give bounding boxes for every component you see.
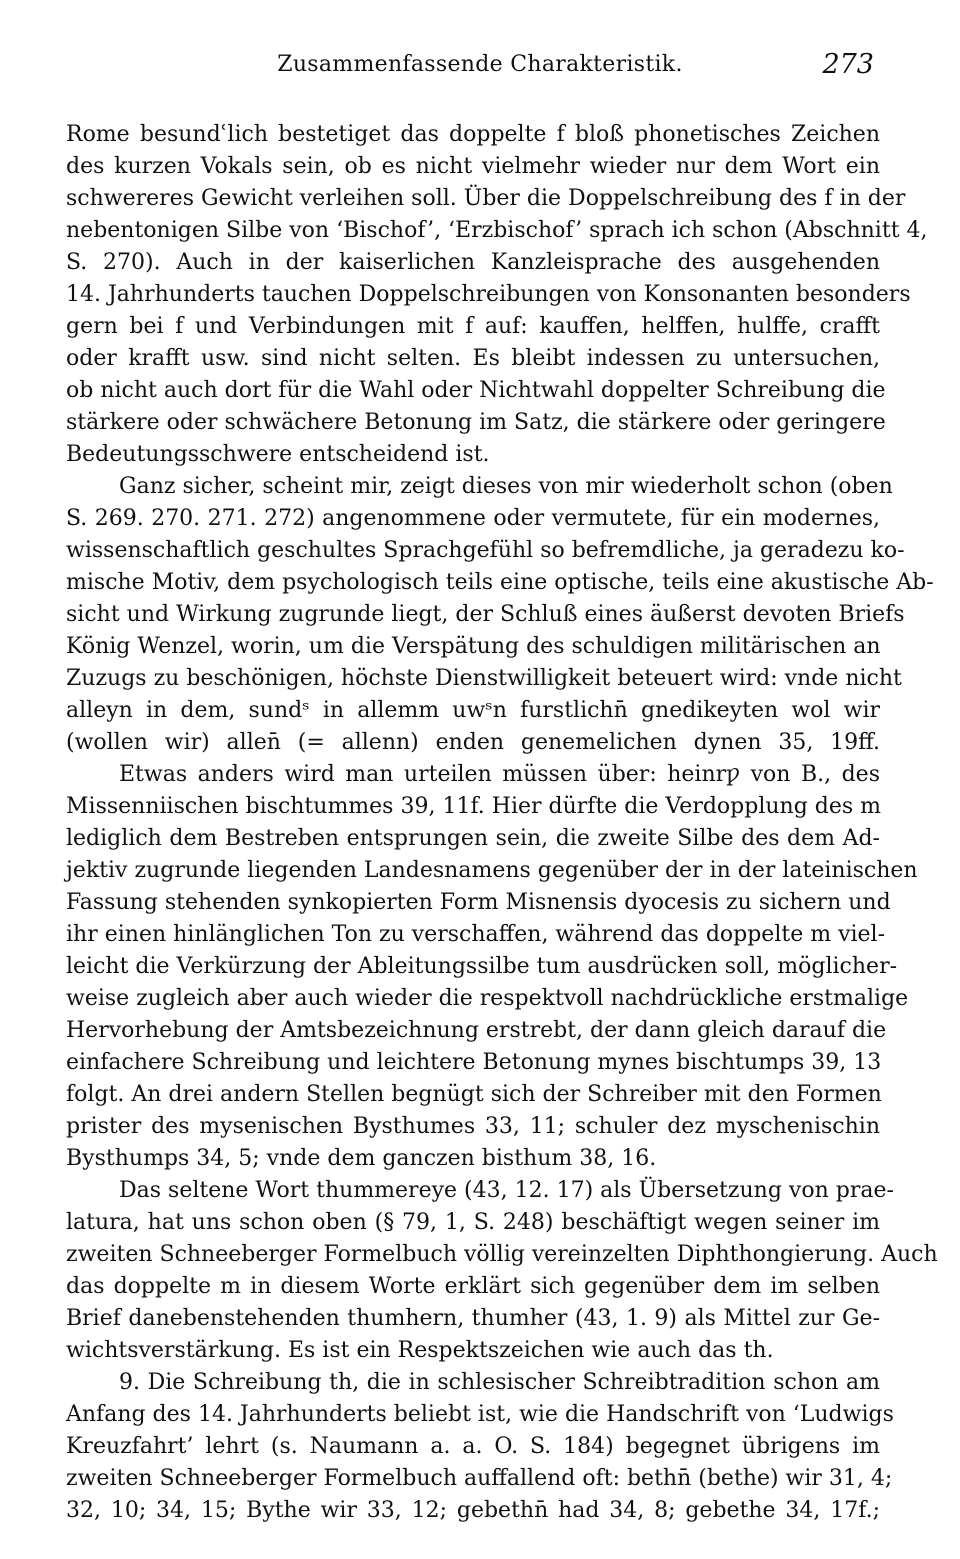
text-line: lediglich dem Bestreben entsprungen sein, die zweite Silbe des dem Ad- (66, 826, 880, 851)
text-line: Brief danebenstehenden thumhern, thumher (43, 1. 9) als Mittel zur Ge- (66, 1306, 880, 1331)
text-line: Anfang des 14. Jahrhunderts beliebt ist, wie die Handschrift von ‘Ludwigs (66, 1402, 894, 1427)
text-line: schwereres Gewicht verleihen soll. Über die Doppelschreibung des f in der (66, 186, 906, 211)
text-line: Fassung stehenden synkopierten Form Misnensis dyocesis zu sichern und (66, 890, 891, 915)
text-line: Missenniischen bischtummes 39, 11f. Hier dürfte die Verdopplung des m (66, 794, 882, 819)
text-line: sicht und Wirkung zugrunde liegt, der Schluß eines äußerst devoten Briefs (66, 602, 905, 627)
text-line: (wollen wir) allen̄ (= allenn) enden genemelichen dynen 35, 19ff. (66, 730, 880, 755)
text-line: folgt. An drei andern Stellen begnügt sich der Schreiber mit den Formen (66, 1082, 882, 1107)
text-line: Kreuzfahrt’ lehrt (s. Naumann a. a. O. S. 184) begegnet übrigens im (66, 1434, 880, 1459)
text-line: prister des mysenischen Bysthumes 33, 11; schuler dez myschenischin (66, 1114, 880, 1139)
text-line: Bedeutungsschwere entscheidend ist. (66, 442, 490, 467)
text-line: Das seltene Wort thummereye (43, 12. 17) als Übersetzung von prae- (119, 1178, 894, 1203)
running-head: Zusammenfassende Charakteristik. (277, 52, 683, 77)
text-line: Ganz sicher, scheint mir, zeigt dieses von mir wiederholt schon (oben (119, 474, 893, 499)
text-line: weise zugleich aber auch wieder die respektvoll nachdrückliche erstmalige (66, 986, 909, 1011)
text-line: Hervorhebung der Amtsbezeichnung erstrebt, der dann gleich darauf die (66, 1018, 887, 1043)
text-line: Rome besundʿlich bestetiget das doppelte f bloß phonetisches Zeichen (66, 122, 880, 147)
text-line: ihr einen hinlänglichen Ton zu verschaffen, während das doppelte m viel- (66, 922, 886, 947)
text-line: mische Motiv, dem psychologisch teils eine optische, teils eine akustische Ab- (66, 570, 934, 595)
text-line: Zuzugs zu beschönigen, höchste Dienstwilligkeit beteuert wird: vnde nicht (66, 666, 902, 691)
text-line: nebentonigen Silbe von ‘Bischof’, ‘Erzbischof’ sprach ich schon (Abschnitt 4, (66, 218, 928, 243)
text-line: einfachere Schreibung und leichtere Betonung mynes bischtumps 39, 13 (66, 1050, 882, 1075)
text-line: zweiten Schneeberger Formelbuch auffallend oft: bethn̄ (bethe) wir 31, 4; (66, 1466, 893, 1491)
text-line: jektiv zugrunde liegenden Landesnamens gegenüber der in der lateinischen (66, 858, 918, 883)
text-line: zweiten Schneeberger Formelbuch völlig vereinzelten Diphthongierung. Auch (66, 1242, 938, 1267)
text-line: 32, 10; 34, 15; Bythe wir 33, 12; gebethn̄ had 34, 8; gebethe 34, 17f.; (66, 1498, 880, 1523)
text-line: S. 269. 270. 271. 272) angenommene oder vermutete, für ein modernes, (66, 506, 880, 531)
text-line: 9. Die Schreibung th, die in schlesischer Schreibtradition schon am (119, 1370, 880, 1395)
text-line: oder krafft usw. sind nicht selten. Es bleibt indessen zu untersuchen, (66, 346, 880, 371)
text-line: ob nicht auch dort für die Wahl oder Nichtwahl doppelter Schreibung die (66, 378, 886, 403)
text-line: stärkere oder schwächere Betonung im Satz, die stärkere oder geringere (66, 410, 886, 435)
text-line: das doppelte m in diesem Worte erklärt sich gegenüber dem im selben (66, 1274, 880, 1299)
text-line: des kurzen Vokals sein, ob es nicht vielmehr wieder nur dem Wort ein (66, 154, 880, 179)
text-line: wichtsverstärkung. Es ist ein Respektszeichen wie auch das th. (66, 1338, 774, 1363)
text-line: alleyn in dem, sundˢ in allemm uwˢn furstlichn̄ gnedikeyten wol wir (66, 698, 880, 723)
text-line: Etwas anders wird man urteilen müssen über: heinrƿ von B., des (119, 762, 880, 787)
text-line: König Wenzel, worin, um die Verspätung des schuldigen militärischen an (66, 634, 881, 659)
text-line: wissenschaftlich geschultes Sprachgefühl so befremdliche, ja geradezu ko- (66, 538, 905, 563)
text-line: 14. Jahrhunderts tauchen Doppelschreibungen von Konsonanten besonders (66, 282, 911, 307)
text-line: leicht die Verkürzung der Ableitungssilbe tum ausdrücken soll, möglicher- (66, 954, 898, 979)
text-line: gern bei f und Verbindungen mit f auf: kauffen, helffen, hulffe, crafft (66, 314, 880, 339)
text-line: S. 270). Auch in der kaiserlichen Kanzleisprache des ausgehenden (66, 250, 880, 275)
text-line: latura, hat uns schon oben (§ 79, 1, S. 248) beschäftigt wegen seiner im (66, 1210, 880, 1235)
page-number: 273 (822, 49, 874, 80)
text-line: Bysthumps 34, 5; vnde dem ganczen bisthum 38, 16. (66, 1146, 657, 1171)
page-header (0, 49, 960, 92)
